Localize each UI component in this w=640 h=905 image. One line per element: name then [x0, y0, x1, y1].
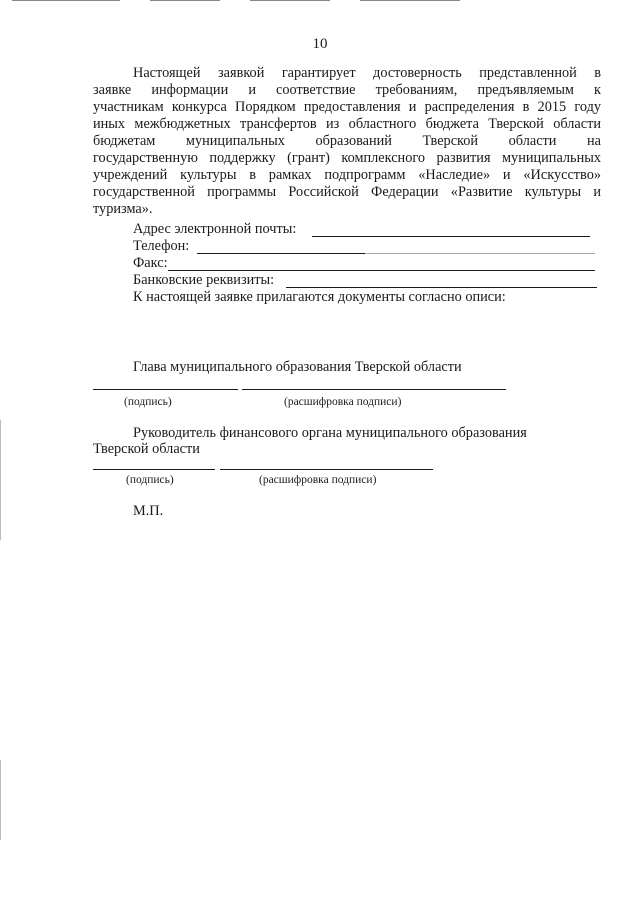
bank-details-blank-line — [286, 287, 597, 288]
fax-label: Факс: — [133, 255, 168, 271]
scan-top-rule — [150, 0, 220, 1]
intro-line: учреждений культуры в рамках подпрограмм «Наследие» и «Искусство» — [93, 167, 601, 183]
phone-blank-line-faint — [365, 253, 595, 254]
head-signature-caption: (подпись) — [124, 396, 172, 408]
finance-title-line2: Тверской области — [93, 441, 200, 457]
intro-line: иных межбюджетных трансфертов из областного бюджета Тверской области — [93, 116, 601, 132]
intro-line: бюджетам муниципальных образований Тверской области на — [93, 133, 601, 149]
intro-line: заявке информации и соответствие требованиям, предъявляемым к — [93, 82, 601, 98]
phone-label: Телефон: — [133, 238, 190, 254]
email-blank-line — [312, 236, 590, 237]
head-transcript-caption: (расшифровка подписи) — [284, 396, 402, 408]
attachments-text: К настоящей заявке прилагаются документы согласно описи: — [133, 289, 506, 305]
fax-blank-line — [168, 270, 595, 271]
email-label: Адрес электронной почты: — [133, 221, 297, 237]
phone-blank-line — [197, 253, 365, 254]
bank-details-label: Банковские реквизиты: — [133, 272, 275, 288]
scan-left-edge — [0, 760, 1, 840]
scan-top-rule — [12, 0, 120, 1]
intro-line: государственную поддержку (грант) комплексного развития муниципальных — [93, 150, 601, 166]
head-signature-line — [93, 389, 238, 390]
scan-top-rule — [360, 0, 460, 1]
stamp-place-label: М.П. — [133, 503, 164, 519]
head-transcript-line — [242, 389, 506, 390]
finance-signature-caption: (подпись) — [126, 474, 174, 486]
intro-line: участникам конкурса Порядком предоставления и распределения в 2015 году — [93, 99, 601, 115]
page-number: 10 — [312, 36, 328, 52]
scan-left-edge — [0, 420, 1, 540]
finance-title-line1: Руководитель финансового органа муниципального образования — [133, 425, 527, 441]
scan-top-rule — [250, 0, 330, 1]
intro-line: государственной программы Российской Федерации «Развитие культуры и — [93, 184, 601, 200]
finance-transcript-caption: (расшифровка подписи) — [259, 474, 377, 486]
finance-signature-line — [93, 469, 215, 470]
finance-transcript-line — [220, 469, 433, 470]
intro-line: туризма». — [93, 201, 153, 217]
intro-line: Настоящей заявкой гарантирует достоверность представленной в — [133, 65, 601, 81]
head-title: Глава муниципального образования Тверской области — [133, 359, 462, 375]
